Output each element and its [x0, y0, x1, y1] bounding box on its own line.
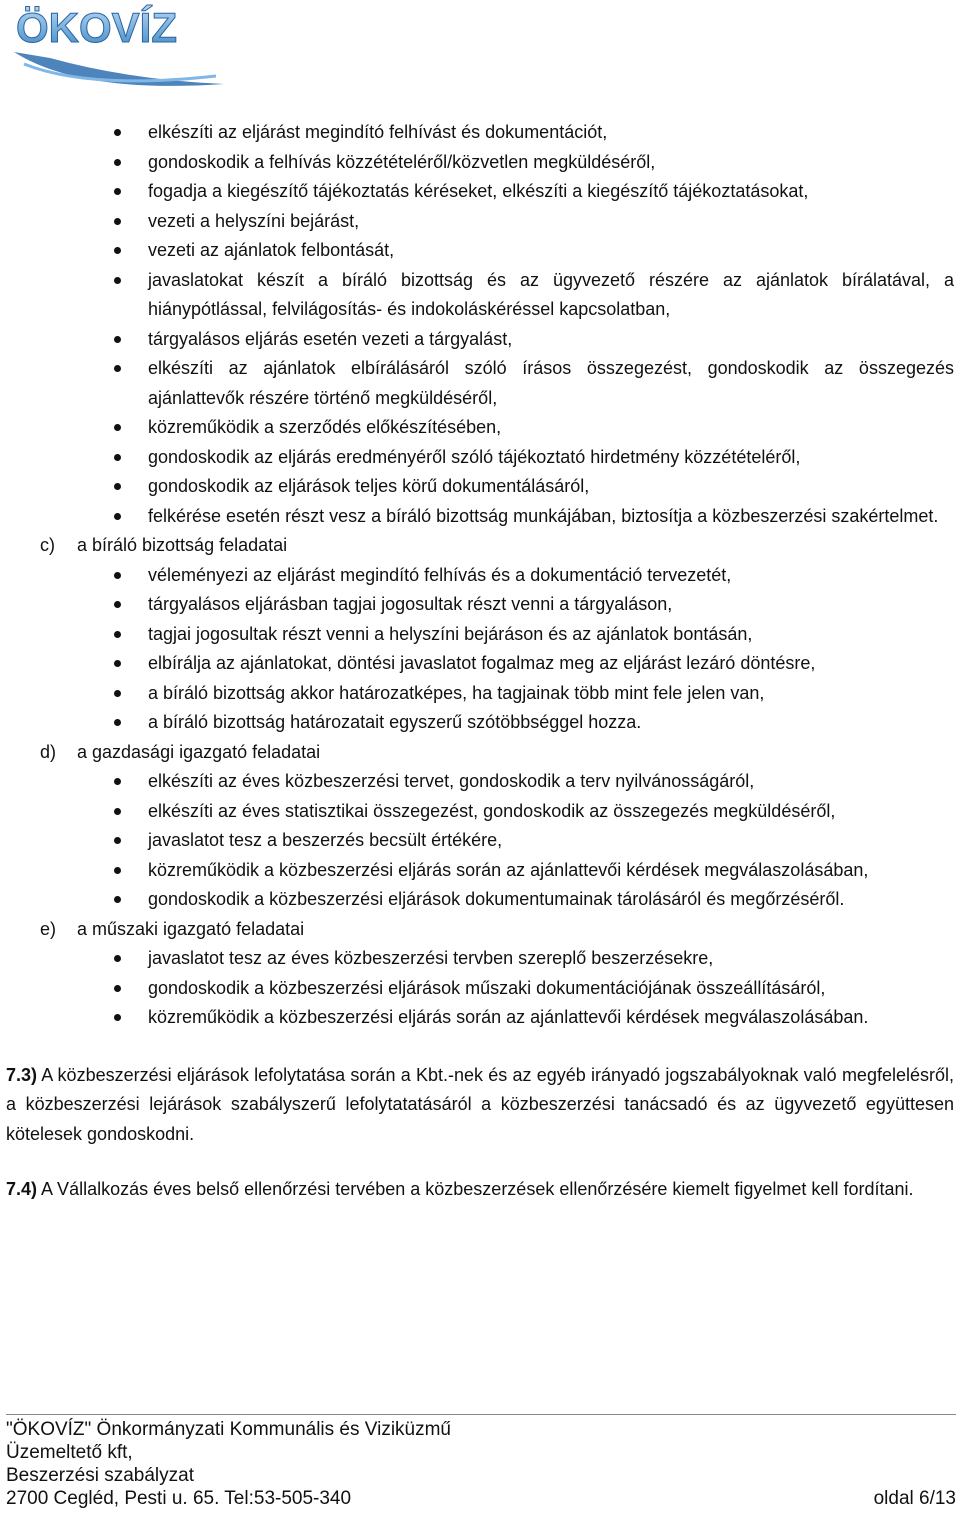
- list-item: elkészíti az éves közbeszerzési tervet, gondoskodik a terv nyilvánosságáról,: [148, 767, 954, 797]
- section-b-list: [6, 118, 954, 531]
- list-item: véleményezi az eljárást megindító felhívás és a dokumentáció tervezetét,: [148, 561, 954, 591]
- section-letter: e): [40, 918, 57, 939]
- list-item: gondoskodik a közbeszerzési eljárások dokumentumainak tárolásáról és megőrzéséről.: [148, 885, 954, 915]
- page-number: oldal 6/13: [873, 1488, 956, 1509]
- list-item: felkérése esetén részt vesz a bíráló bizottság munkájában, biztosítja a közbeszerzési szakértelmet.: [148, 502, 954, 532]
- paragraph-number: 7.4): [6, 1179, 38, 1199]
- section-title: a műszaki igazgató feladatai: [77, 918, 305, 939]
- list-item: gondoskodik a felhívás közzétételéről/közvetlen megküldéséről,: [148, 148, 954, 178]
- list-item: elkészíti az eljárást megindító felhívást és dokumentációt,: [148, 118, 954, 148]
- footer-document-title: Beszerzési szabályzat: [6, 1465, 194, 1486]
- list-item: tagjai jogosultak részt venni a helyszíni bejáráson és az ajánlatok bontásán,: [148, 620, 954, 650]
- document-body: [6, 118, 954, 1223]
- okoviz-logo: [10, 2, 232, 90]
- page-footer: [6, 1414, 956, 1510]
- list-item: javaslatot tesz az éves közbeszerzési tervben szereplő beszerzésekre,: [148, 944, 954, 974]
- list-item: gondoskodik a közbeszerzési eljárások műszaki dokumentációjának összeállításáról,: [148, 974, 954, 1004]
- footer-address: 2700 Cegléd, Pesti u. 65. Tel:53-505-340: [6, 1488, 352, 1509]
- list-item: gondoskodik az eljárások teljes körű dokumentálásáról,: [148, 472, 954, 502]
- section-c-heading: [6, 531, 954, 561]
- paragraph-text: A közbeszerzési eljárások lefolytatása során a Kbt.-nek és az egyéb irányadó jogszabályoknak való megfelelésről, a közbeszerzési lejárások szabályszerű lefolytatatásáról a közbeszerzési tanácsadó és az ügyvezető együttesen kötelesek gondoskodni.: [6, 1064, 954, 1144]
- list-item: elkészíti az ajánlatok elbírálásáról szóló írásos összegezést, gondoskodik az összegezés ajánlattevők részére történő megküldéséről,: [148, 354, 954, 413]
- list-item: közreműködik a közbeszerzési eljárás során az ajánlattevői kérdések megválaszolásában,: [148, 856, 954, 886]
- list-item: javaslatokat készít a bíráló bizottság és az ügyvezető részére az ajánlatok bírálatával, a hiánypótlással, felvilágosítás- és indokoláskéréssel kapcsolatban,: [148, 266, 954, 325]
- footer-company: "ÖKOVÍZ" Önkormányzati Kommunális és Viziküzmű: [6, 1419, 451, 1440]
- paragraph-7-4: [6, 1175, 954, 1205]
- section-c-list: [6, 561, 954, 738]
- footer-bottom-row: [6, 1487, 956, 1510]
- footer-company-type: Üzemeltető kft,: [6, 1442, 133, 1463]
- section-e-list: [6, 944, 954, 1033]
- list-item: gondoskodik az eljárás eredményéről szóló tájékoztató hirdetmény közzétételéről,: [148, 443, 954, 473]
- list-item: vezeti az ajánlatok felbontását,: [148, 236, 954, 266]
- list-item: elkészíti az éves statisztikai összegezést, gondoskodik az összegezés megküldéséről,: [148, 797, 954, 827]
- list-item: közreműködik a szerződés előkészítésében,: [148, 413, 954, 443]
- list-item: a bíráló bizottság akkor határozatképes, ha tagjainak több mint fele jelen van,: [148, 679, 954, 709]
- list-item: tárgyalásos eljárás esetén vezeti a tárgyalást,: [148, 325, 954, 355]
- list-item: fogadja a kiegészítő tájékoztatás kéréseket, elkészíti a kiegészítő tájékoztatásokat,: [148, 177, 954, 207]
- section-e-heading: [6, 915, 954, 945]
- section-d-heading: [6, 738, 954, 768]
- paragraph-number: 7.3): [6, 1064, 38, 1085]
- list-item: tárgyalásos eljárásban tagjai jogosultak részt venni a tárgyaláson,: [148, 590, 954, 620]
- section-title: a bíráló bizottság feladatai: [77, 535, 288, 555]
- logo-graphic: [10, 2, 232, 90]
- paragraph-text: A Vállalkozás éves belső ellenőrzési tervében a közbeszerzések ellenőrzésére kiemelt figyelmet kell fordítani.: [41, 1179, 914, 1199]
- logo-text: ÖKOVÍZ: [16, 4, 178, 51]
- section-letter: d): [40, 741, 57, 762]
- list-item: vezeti a helyszíni bejárást,: [148, 207, 954, 237]
- section-title: a gazdasági igazgató feladatai: [77, 741, 321, 762]
- section-d-list: [6, 767, 954, 915]
- list-item: közreműködik a közbeszerzési eljárás során az ajánlattevői kérdések megválaszolásában.: [148, 1003, 954, 1033]
- list-item: a bíráló bizottság határozatait egyszerű szótöbbséggel hozza.: [148, 708, 954, 738]
- section-letter: c): [40, 535, 55, 555]
- list-item: javaslatot tesz a beszerzés becsült értékére,: [148, 826, 954, 856]
- paragraph-7-3: [6, 1061, 954, 1150]
- list-item: elbírálja az ajánlatokat, döntési javaslatot fogalmaz meg az eljárást lezáró döntésre,: [148, 649, 954, 679]
